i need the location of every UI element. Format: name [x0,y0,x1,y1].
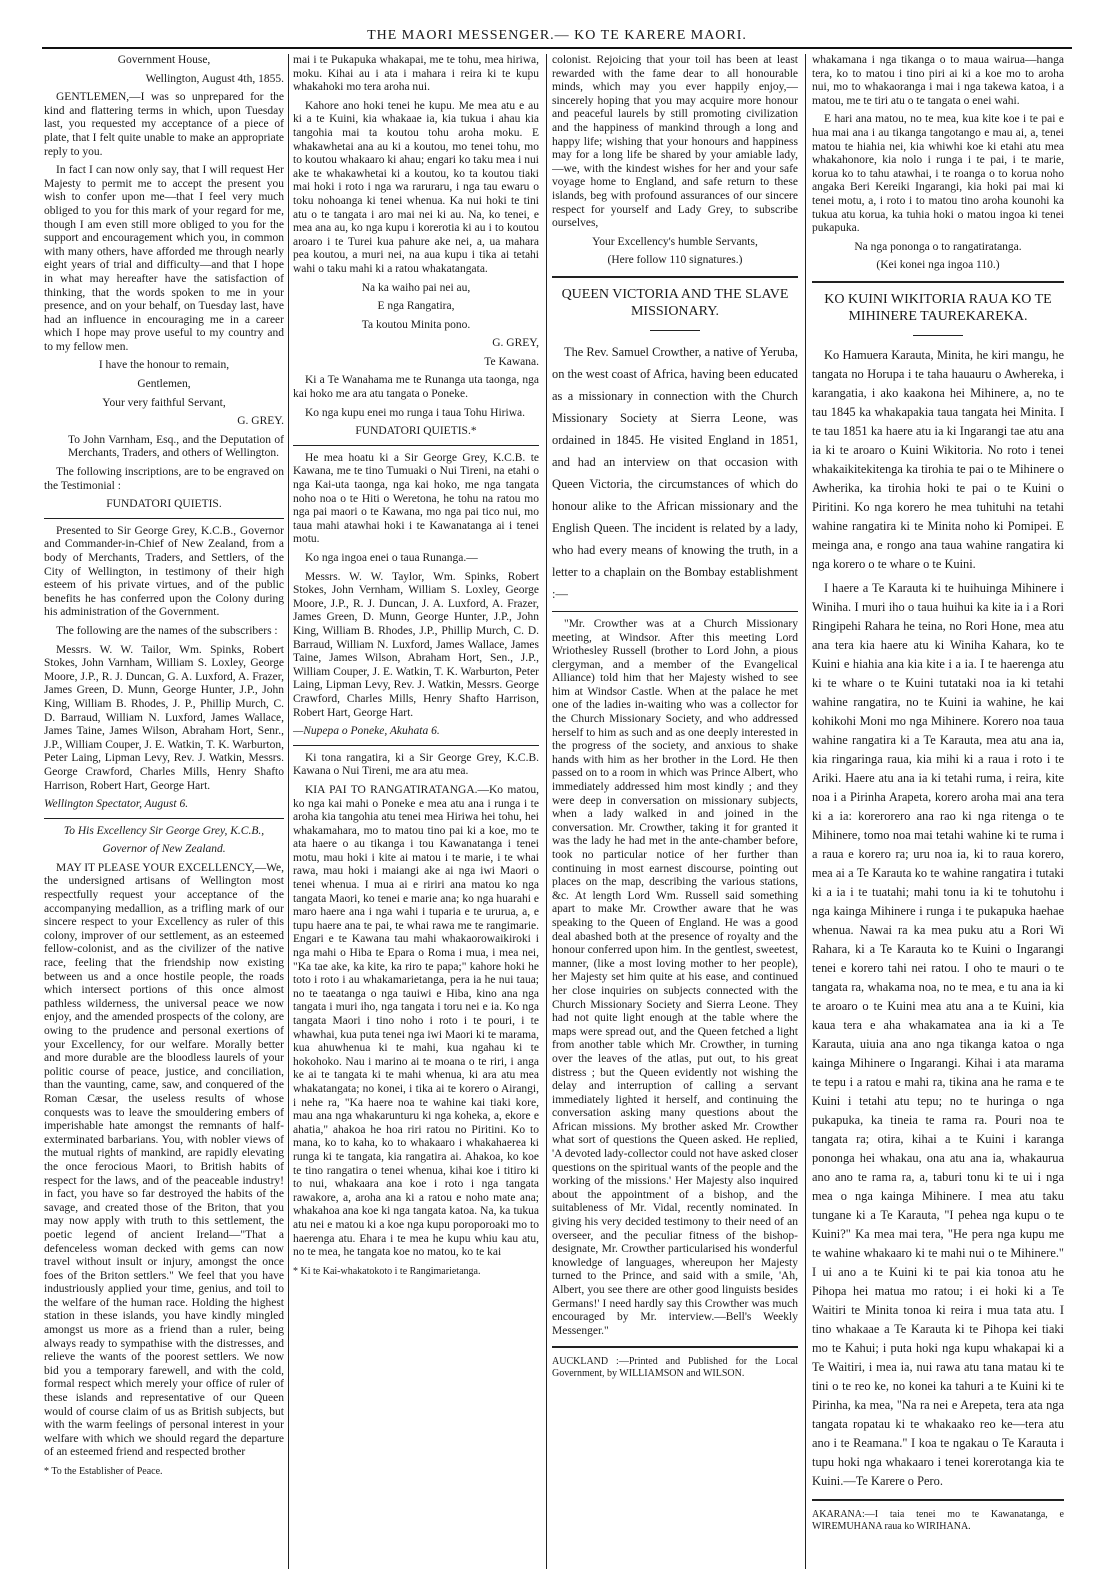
short-divider [650,330,700,331]
address-subheading: Governor of New Zealand. [102,843,226,856]
addressee: To John Varnham, Esq., and the Deputation of Merchants, Traders, and others of Wellington. [68,433,284,460]
article-paragraph: Ko Hamuera Karauta, Minita, he kiri mangu, he tangata no Horupa i te taha hauauru o Awhereka, i karangatia, i ako kaakona hei Mihinere, a, no te tau 1845 ka whakapakia taua tangata hei Minita. I te tau 1851 ka haere atu ia ki Ingarangi tae atu ana ia ki te aroaro o Kuini Wikitoria. No roto i tenei whakaikitekitenga ka tirohia te pai o te Mihinere o Awherika, ka tirohia hoki te pai o te Kuini o Piritini. Ko nga korero he mea tuhituhi na tetahi wahine rangatira ki te Minita noho ki Pomipei. E meinga ana, e rongo ana taua wahine rangatira ki nga korero o te whare o te Kuini. [812,347,1064,571]
address-paragraph: MAY IT PLEASE YOUR EXCELLENCY,—We, the undersigned artisans of Wellington most respectfully request your acceptance of the accompanying medallion, as a trifling mark of our sincere respect to your Excellency as ruler of this colony, improver of our settlement, as an esteemed fellow-colonist, and as the civilizer of the native race, feeling that the friendship now existing between us and a once hostile people, the roads which intersect portions of this once almost pathless wilderness, the universal peace we now enjoy, and the amended prospects of the colony, are owing to the prudence and personal exertions of your Excellency, for our welfare. Morally better and more durable are the bloodless laurels of your politic course of peace, justice, and conciliation, than the vaunting, came, saw, and conquered of the Roman Cæsar, the useless results of whose conquests was to leave the smouldering embers of imperishable hate amongst the remnants of half-exterminated barbarians. You, with nobler views of the mutual rights of mankind, are rapidly elevating the once ferocious Maori, to British habits of respect for the laws, and of the peaceable industry! in fact, you have so far destroyed the habits of the savage, and created those of the Briton, that you may now apply with truth to this settlement, the poetic legend of ancient Ireland—"That a defenceless woman decked with gems can now travel without insult or injury, amongst the once foes of the Briton settlers." We feel that you have industriously applied your time, genius, and toil to the welfare of the human race. Holding the highest station in these islands, you have kindly mingled amongst us more as a friend than a ruler, being always ready to sympathise with the distresses, and relieve the wants of the poorest settlers. We now bid you a temporary farewell, and with the cold, formal respect which merely your office of ruler of these islands and representative of our Queen would of course claim of us as British subjects, but with the warm feelings of personal interest in your welfare with which we should regard the departure of an esteemed friend and respected brother [44,861,284,1459]
article-heading: QUEEN VICTORIA AND THE SLAVE MISSIONARY. [561,286,789,319]
paragraph: colonist. Rejoicing that your toil has been at least rewarded with the fame dear to all honourable minds, which may you ever happily enjoy,—sincerely hoping that you may acquire more honour and peaceful laurels by still promoting civilization and the happiness of mankind through a long and happy life; wishing that your honours and happiness may for a long life be shared by your amiable lady,—we, with the kindest wishes for her and your safe voyage home to England, and safe return to these islands, beg with profound assurances of our sincere respect for yourself and Lady Grey, to subscribe ourselves, [552,54,798,230]
inscription: Presented to Sir George Grey, K.C.B., Governor and Commander-in-Chief of New Zealand, from a body of Merchants, Traders, and Settlers, of the City of Wellington, in testimony of their high esteem of his private virtues, and of the public benefits he has conferred upon the Colony during his administration of the Government. [44,524,284,619]
dateline: Government House, [117,54,211,66]
signature: G. GREY, [492,337,539,350]
signoff: Your very faithful Servant, [102,396,226,409]
paragraph: mai i te Pukapuka whakapai, me te tohu, mea hiriwa, moku. Kihai au i ata i mahara i reira ki te kupu whakahoki mo tera aroha nui. [293,54,539,94]
divider [552,1346,798,1348]
column-3 [552,54,798,1569]
dateline-date: Wellington, August 4th, 1855. [145,72,284,85]
signoff: E nga Rangatira, [377,300,455,313]
subscriber-list: Messrs. W. W. Taylor, Wm. Spinks, Robert Stokes, John Vernham, William S. Loxley, George Moore, J.P., R. J. Duncan, J. A. Luxford, A. Frazer, James Green, D. Munn, George Hunter, J.P., John King, William B. Rhodes, J.P., Phillip Murch, C. D. Barraud, William N. Luxford, James Wallace, James Taine, James Wilson, Abraham Hort, Sen., J.P., William Couper, J. E. Watkin, T. K. Warburton, Peter Laing, Lipman Levy, Rev. J. Watkin, Messrs. George Crawford, Charles Mills, Henry Shafto Harrison, Robert Hart, George Hart. [293,570,539,719]
addressee: Ki a Te Wanahama me te Runanga uta taonga, nga kai hoko me ara atu tangata o Poneke. [293,374,539,401]
article-paragraph: The Rev. Samuel Crowther, a native of Yeruba, on the west coast of Africa, having been educated as a missionary in connection with the Church Missionary Society at Sierra Leone, was ordained in 1845. He visited England in 1851, and had an interview on that occasion with Queen Victoria, the circumstances of which do honour alike to the African missionary and the English Queen. The incident is related by a lady, who had every means of knowing the truth, in a letter to a chaplain on the Bombay establishment :— [552,344,798,601]
motto: FUNDATORI QUIETIS. [106,498,222,511]
divider [812,281,1064,283]
source-credit: Wellington Spectator, August 6. [44,798,189,811]
column-2 [293,54,539,1569]
divider [293,745,539,746]
paragraph: Ki tona rangatira, ki a Sir George Grey, K.C.B. Kawana o Nui Tireni, me ara atu mea. [293,751,539,778]
paragraph: Kahore ano hoki tenei he kupu. Me mea atu e au ki a te Kuini, kia whakaae ia, kia tukua i ahau kia tangohia mai ta koutou tohu aroha moku. E whakawhetai ana au ki a koutou, mo tenei tohu, mo to koutou whakaaro ki ahau; engari ko taku mea i nui ake te whakawhetai ki a koutou, ko ta koutou tiaki mai hoki i roto i nga wa raruraru, i nga tau ewaru o toku nohoanga ki tenei whenua. Ka nui hoki te tini atu o te tangata i aro mai nei ki au. Na, ko tenei, e mea ana au, ko nga kupu i korerotia ki au i to koutou aroaro i te Turei kua pahure ake nei, a, ua mahara pea koutou, a muri nei, na aua kupu i tika ai tetahi wahi o taku mahi ki a ratou whakatangata. [293,99,539,275]
address-heading: To His Excellency Sir George Grey, K.C.B., [63,824,265,837]
signoff: Ta koutou Minita pono. [361,318,471,331]
column-divider-3 [805,54,806,1569]
footnote: * Ki te Kai-whakatokoto i te Rangimarietanga. [293,1265,481,1277]
signature: G. GREY. [237,415,284,428]
divider [552,611,798,612]
subscriber-list: Messrs. W. W. Tailor, Wm. Spinks, Robert Stokes, John Varnham, William S. Loxley, George Moore, J.P., R. J. Duncan, G. A. Luxford, A. Frazer, James Green, D. Munn, George Hunter, J.P., John King, William B. Rhodes, J. P., Phillip Murch, C. D. Barraud, William N. Luxford, James Wallace, James Taine, James Wilson, Abraham Hort, Senr., J.P., William Couper, J. E. Watkin, T. K. Warburton, Peter Laing, Lipman Levy, Rev. J. Watkin, Messrs. George Crawford, Charles Mills, Henry Shafto Harrison, Robert Hart, George Hart. [44,643,284,792]
header-rule [42,47,1072,49]
short-divider [913,335,963,336]
signoff: (Here follow 110 signatures.) [607,254,743,267]
signoff: I have the honour to remain, [98,359,230,372]
divider [812,1499,1064,1501]
divider [44,818,284,819]
signoff: Your Excellency's humble Servants, [592,235,758,248]
paragraph: E hari ana matou, no te mea, kua kite koe i te pai e hua mai ana i au tikanga tangotango e mau ai, a, tenei matou te hiahia nei, kia whiwhi koe ki etahi atu mea whakahonore, kia nolo i runga i te pai, i te marie, korua ko to tahu atawhai, i te roanga o to korua noho angaka Beri Kereiki Ingarangi, kia hoki pai mai ki tenei motu, a, i roto i to matou tino aroha kounohi ka tukua atu korua, ka tuhia hoki o matou ingoa ki tenei pukapuka. [812,113,1064,235]
column-4 [812,54,1064,1569]
inscription: He mea hoatu ki a Sir George Grey, K.C.B. te Kawana, me te tino Tumuaki o Nui Tireni, na etahi o nga Kai-uta taonga, nga kai hoko, me nga tangata noho noa o te Hiti o Weretona, he tohu na ratou mo nga pai maori o te Kawana, mo nga pai tico nui, mo taua mahi atawhai hoki i te Kawanatanga ai i tenei motu. [293,451,539,546]
address-paragraph: KIA PAI TO RANGATIRATANGA.—Ko matou, ko nga kai mahi o Poneke e mea atu ana i runga i te aroha kia tangohia atu tenei mea Hiriwa hei tohu, hei whakamahara, mo to matou tino pai ki a koe, mo te ata haere o au tikanga i tou Kawanatanga i tenei motu, mau hoki i kite ai matou i te marie, i te whai rawa, mau hoki i maiangi ake ai nga iwi Maori o tenei whenua. I mua ai e ririri ana matou ko nga tangata Maori, ko tenei e marie ana; ko nga huarahi e maro haere ana i nga wahi i tuparia e te ururua, a, e tupu haere ana te pai, te whai rawa me te rangimarie. Engari e te Kawana tau mahi whakaorowaikiroki i nga mahi o Hiba te Epara o Roma i mua, i mea nei, "Ka tae ake, ka kite, ka riro te papa;" kahore hoki he toto i roto i au whakamarietanga, pera ia he nui taua; no te taeatanga o nga tauiwi e Hiba, kino ana nga tangata i muri iho, nga tangata i toru nei e ia. Ko nga tangata Maori i tino noho i roto i te pouri, i te whawhai, kua puta tenei nga iwi Maori ki te marama, kua ahuwhenua ki te mahi, kua ngahau ki te hokohoko. Nau i marino ai te moana o te riri, i anga ke ai te tangata ki te mahi whenua, ki ara atu mea whakatangata; no konei, i tika ai te korero o Airangi, i nehe ra, "Ka haere noa te wahine kai tiaki kore, mau ana nga whakarunturu ki nga koheka, a, ekore e ahatia," ahakoa he hoa riri ratou no Piritini. Ko to mana, ko to kaha, ko to whakaaro i whakahaerea ki runga ki te tangata, kia rangatira ai. Ahakoa, ko koe te tino rangatira o tenei whenua, kihai koe i titiro ki to nui, whakaara ana koe i roto i nga tangata rawakore, a, aroha ana ki a ratou e noho mate ana; whakahoa ana koe ki nga tangata katoa. Na, ka tukua atu nei e matou ki a koe nga kupu poroporoaki mo to haerenga atu. Ehara i te mea he kupu whiu kau atu, no te mea, he tangata koe no matou, ko te kai [293,783,539,1259]
letter-paragraph: In fact I can now only say, that I will request Her Majesty to permit me to accept the present you wish to confer upon me—that I feel very much obliged to you for this mark of your regard for me, though I am even still more obliged to you for the support and encouragement which you, in common with many others, have afforded me through nearly eight years of trial and difficulty—and that I hope in what may hereafter have the satisfaction of thinking, that the words spoken to me in your presence, and on your behalf, on Tuesday last, have had an influence in encouraging me in a career which I hope may prove useful to my country and to my fellow men. [44,164,284,353]
article-heading: KO KUINI WIKITORIA RAUA KO TE MIHINERE TAUREKAREKA. [824,291,1052,324]
signoff: Gentlemen, [137,378,191,391]
paragraph: Ko nga kupu enei mo runga i taua Tohu Hiriwa. [305,406,525,419]
paragraph: whakamana i nga tikanga o to maua wairua—hanga tera, ko to matou i tino piri ai ki a koe mo to aroha nui, mo to whakaoranga i mai i nga takewa katoa, i a matou, me te tiri atu o te tangata o enei wahi. [812,54,1064,107]
column-divider-1 [288,54,289,1569]
imprint: AKARANA:—I taia tenei mo te Kawanatanga, e WIREMUHANA raua ko WIRIHANA. [812,1508,1064,1532]
imprint: AUCKLAND :—Printed and Published for the Local Government, by WILLIAMSON and WILSON. [552,1356,798,1380]
footnote: * To the Establisher of Peace. [44,1466,163,1477]
divider [44,518,284,519]
page-header [0,0,1114,43]
signoff: Na nga pononga o to rangatiratanga. [854,240,1022,253]
motto: FUNDATORI QUIETIS.* [355,425,477,438]
signature-title: Te Kawana. [484,355,539,368]
divider [293,445,539,446]
letter-paragraph: GENTLEMEN,—I was so unprepared for the kind and flattering terms in which, upon Tuesday last, you requested my acceptance of a piece of plate, that I felt quite unable to make an appropriate reply to you. [44,91,284,158]
paragraph: The following inscriptions, are to be engraved on the Testimonial : [44,466,284,492]
signoff: (Kei konei nga ingoa 110.) [876,259,1000,272]
article-paragraph: I haere a Te Karauta ki te huihuinga Mihinere i Winiha. I muri iho o taua huihui ka kite ia i a Rori Ringipehi Rahara he teina, no Rori Hone, mea atu ana tera kia haere atu ki Winiha Kahara, ko te Kuini e hiahia ana kia kite i a ia. I te haerenga atu ki te whare o te Kuini tutataki noa ia ki tetahi wahine rangatira, no te Kuini ia wahine, he kai kohikohi Moni mo nga Mihinere. Korero noa taua wahine rangatira ki a Te Karauta, mea atu ana ia, kia ringaringa raua, kia mihi ki a raua i roto i te Ariki. Haere atu ana ia ki tetahi ruma, i reira, kite noa i a Pirinha Arapeta, korero aroha mai ana tera ki a ia: korerorero ana rao ki nga ritenga o te Mihinere, tomo noa mai tetahi wahine ki te ruma i a raua e korero ra; uru noa ia, ki to raua korero, mea ai a Te Karauta ko te wahine rangatira i tutaki ki a ia i te tuatahi; mahi tonu ia ki te tohutohu i nga kainga Mihinere i runga i te pukapuka haehae whenua. Nawai ra ka mea puku atu a Rori Wi Rahara, ki a Te Karauta ko te Kuini o Ingarangi tenei e korero tahi nei ratou. I oho te mauri o te tangata ra, whakama noa, no te mea, e tu ana ia ki te aroaro o te Kuini mea atu ana a te Kuini, kia kaua tera e aha whakamatea ana ia ki a Te Karauta, uiuia ana ano nga tikanga katoa o nga kainga Mihinere o Ingarangi. Kihai i ata marama te tepu i a ratou e mahi ra, tikina ana he rama e te Kuini i tetahi atu tepu; no te huringa o nga pukapuka, ka tineia te rama ra. Pouri noa te tangata ra; otira, kihai a te Kuini i karanga pononga hei whakau, ona atu ana ia, whakaurua ano ano te rama ra, a, taburi tonu ki te ui i nga mea o nga kainga Mihinere. I mea atu taku tungane ki a Te Karauta, "I pehea nga kupu o te Kuini?" Ka mea mai tera, "He pera nga kupu me te wahine whakaaro ki te mahi nui o te Mihinere." I ui ano a te Kuini ki te pai kia tonoa atu he Pihopa hei matua mo ratou; i ei hoki ki a Te Waitiri te Minita tonoa ki reira i mua tata atu. I tino whakaae a Te Karauta ki te Pihopa kei tiaki mo te Kahui; i puta hoki nga kupu whakapai ki a Te Waitiri, i mea ia, nui rawa atu tana matau ki te tini o te reo ke, no konei ka tahuri a te Kuini ki te Pirinha, ka mea, "Na ra nei e Arepeta, tera ata nga tangata ropatau ki te whakaako reo ke—tera atu ano i te Reamana." I koa te ngakau o Te Karauta i tupu hoki nga whakaaro i tenei korerotanga kia te Kuini.—Te Karere o Pero. [812,580,1064,1488]
page-title: THE MAORI MESSENGER.— KO TE KARERE MAORI. [367,28,747,43]
paragraph: The following are the names of the subscribers : [56,624,278,637]
signoff: Na ka waiho pai nei au, [361,281,471,294]
column-1 [44,54,284,1569]
article-quote: "Mr. Crowther was at a Church Missionary meeting, at Windsor. After this meeting Lord Wriothesley Russell (brother to Lord John, a pious clergyman, and a member of the Evangelical Alliance) told him that her Majesty wished to see him at Windsor Castle. When at the palace he met one of the ladies in-waiting who was a collector for the Church Missionary Society, and who addressed herself to him as such and as one deeply interested in the progress of the society, and anxious to shake hands with him as her brother in the Lord. He then passed on to a room in which was Prince Albert, who immediately addressed him most kindly ; and they were deep in conversation on missionary subjects, when a lady walked in and joined in the conversation. Mr. Crowther, taking it for granted it was the lady he had met in the ante-chamber before, took no particular notice of her further than continuing in most earnest discourse, pointing out places on the map, describing the various stations, &c. At length Lord Wm. Russell said something apart to make Mr. Crowther aware that he was speaking to the Queen of England. He was a good deal abashed both at the presence of royalty and the honour conferred upon him. In the gentlest, sweetest, manner, (like a most loving mother to her people), her Majesty set him quite at his ease, and continued her close inquiries on subjects connected with the Church Missionary Society and Sierra Leone. They had not quite light enough at the table where the maps were spread out, and the Queen fetched a light from another table which Mr. Crowther, in turning over the leaves of the atlas, put out, to his great distress ; but the Queen evidently not wishing the delay and interruption of calling a servant immediately lighted it herself, and continuing the conversation asking many questions about the African missions. My brother asked Mr. Crowther what sort of questions the Queen asked. He replied, 'A devoted lady-collector could not have asked closer questions on the spiritual wants of the people and the working of the missions.' Her Majesty also inquired about the appointment of a bishop, and the suitableness of Mr. Vidal, recently nominated. In giving his very decided testimony to their need of an overseer, and the peculiar fitness of the bishop-designate, Mr. Crowther particularised his wonderful knowledge of languages, whereupon her Majesty turned to the Prince, and said with a smile, 'Ah, Albert, you see there are other good linguists besides Germans!' I need hardly say this Crowther was much encouraged by Mr. interview.—Bell's Weekly Messenger." [552,617,798,1337]
column-divider-2 [546,54,547,1569]
paragraph: Ko nga ingoa enei o taua Runanga.— [305,552,478,564]
divider [552,276,798,278]
source-credit: —Nupepa o Poneke, Akuhata 6. [293,725,440,738]
